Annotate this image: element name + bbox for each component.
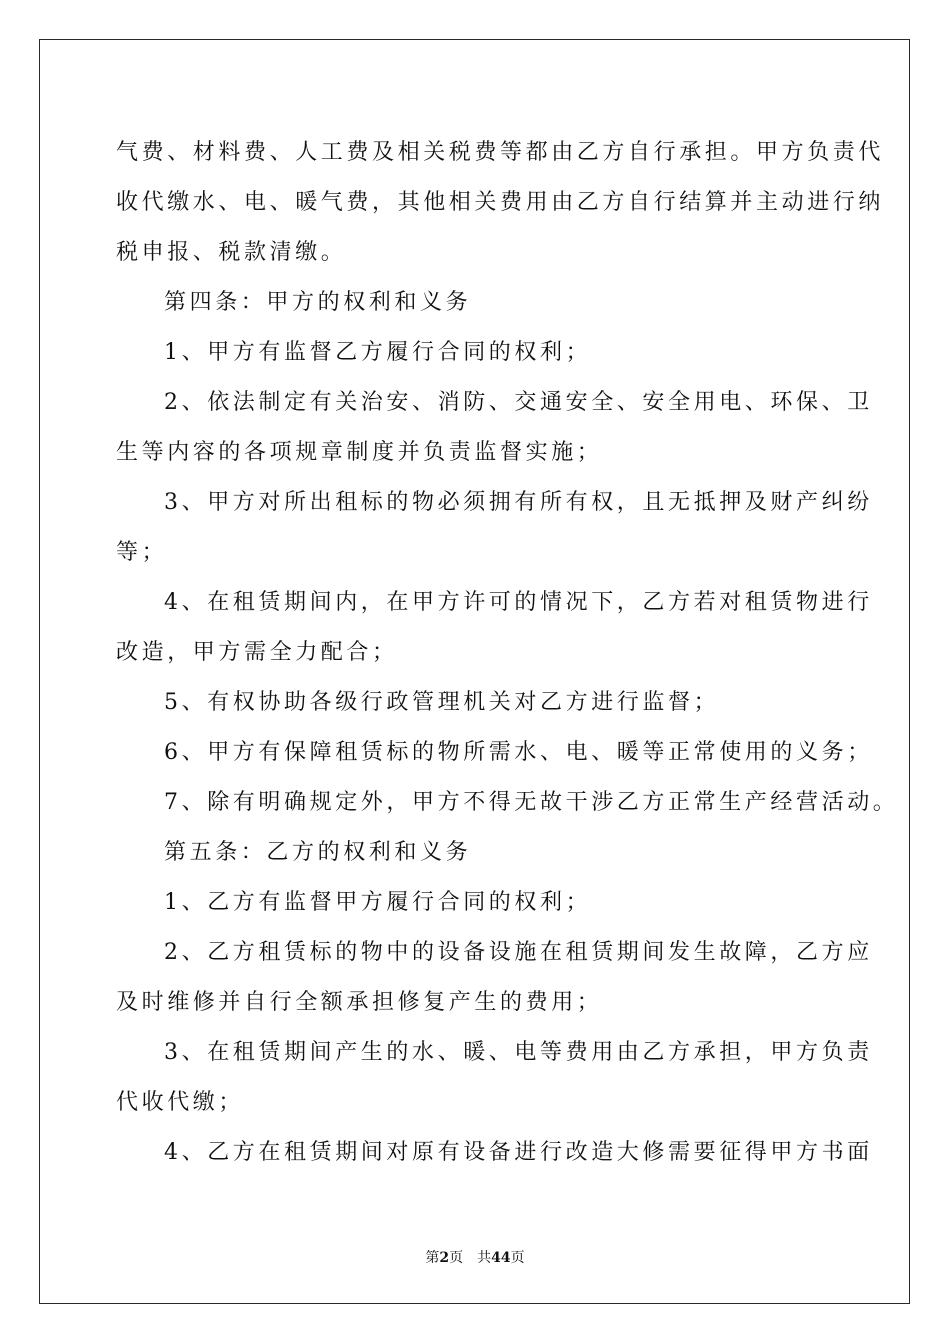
- list-item: 3、甲方对所出租标的物必须拥有所有权，且无抵押及财产纠纷: [164, 490, 873, 515]
- list-item: 6、甲方有保障租赁标的物所需水、电、暖等正常使用的义务；: [164, 740, 873, 765]
- section-heading-5: 第五条：乙方的权利和义务: [164, 840, 472, 865]
- text-line: 收代缴水、电、暖气费，其他相关费用由乙方自行结算并主动进行纳: [116, 190, 885, 215]
- text-line: 及时维修并自行全额承担修复产生的费用；: [116, 990, 603, 1015]
- page-footer: [0, 1247, 950, 1267]
- page-number: 2: [439, 1250, 450, 1266]
- list-item: 3、在租赁期间产生的水、暖、电等费用由乙方承担，甲方负责: [164, 1040, 873, 1065]
- list-item: 1、乙方有监督甲方履行合同的权利；: [164, 890, 592, 915]
- text-line: 税申报、税款清缴。: [116, 240, 347, 265]
- text-line: 改造，甲方需全力配合；: [116, 640, 398, 665]
- list-item: 4、在租赁期间内，在甲方许可的情况下，乙方若对租赁物进行: [164, 590, 873, 615]
- total-label-prefix: 共: [477, 1250, 492, 1266]
- text-line: 生等内容的各项规章制度并负责监督实施；: [116, 440, 603, 465]
- page-label-prefix: 第: [425, 1250, 440, 1266]
- list-item: 1、甲方有监督乙方履行合同的权利；: [164, 340, 592, 365]
- text-line: 气费、材料费、人工费及相关税费等都由乙方自行承担。甲方负责代: [116, 140, 885, 165]
- total-pages: 44: [491, 1250, 511, 1266]
- page-label-suffix: 页: [449, 1250, 464, 1266]
- section-heading-4: 第四条：甲方的权利和义务: [164, 290, 472, 315]
- total-label-suffix: 页: [510, 1250, 525, 1266]
- list-item: 2、乙方租赁标的物中的设备设施在租赁期间发生故障，乙方应: [164, 940, 873, 965]
- text-line: 等；: [116, 540, 168, 565]
- list-item: 7、除有明确规定外，甲方不得无故干涉乙方正常生产经营活动。: [164, 790, 899, 815]
- text-line: 代收代缴；: [116, 1090, 245, 1115]
- list-item: 2、依法制定有关治安、消防、交通安全、安全用电、环保、卫: [164, 390, 873, 415]
- list-item: 4、乙方在租赁期间对原有设备进行改造大修需要征得甲方书面: [164, 1140, 873, 1165]
- list-item: 5、有权协助各级行政管理机关对乙方进行监督；: [164, 690, 720, 715]
- document-body: [116, 128, 899, 1178]
